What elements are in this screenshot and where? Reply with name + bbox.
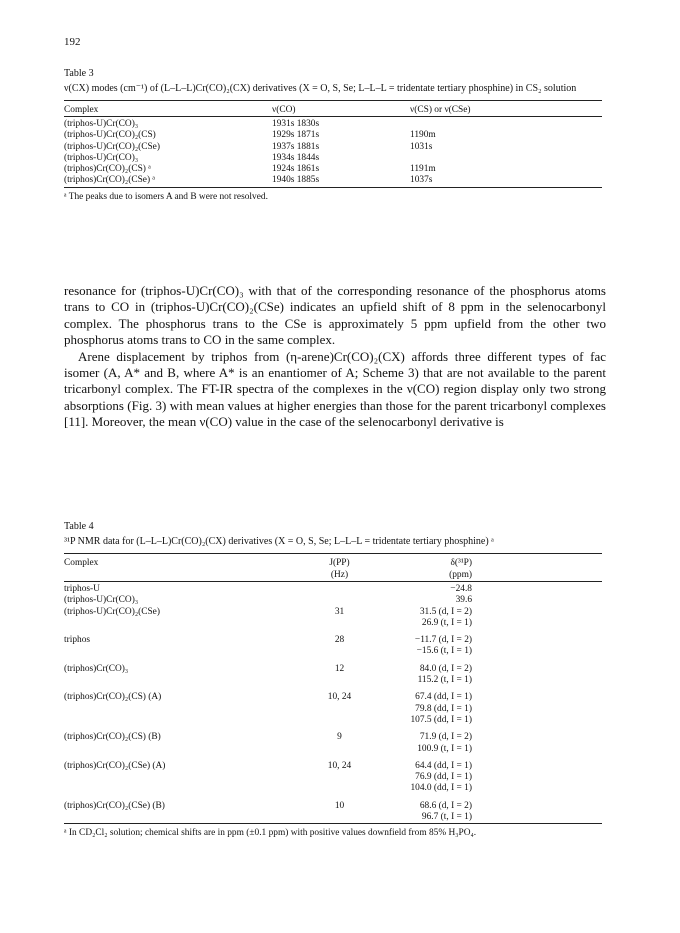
table-cell: 84.0 (d, I = 2): [419, 663, 472, 674]
table-cell: [64, 704, 292, 715]
table-cell: [64, 715, 292, 732]
table-row: [64, 175, 602, 186]
table-cell: [410, 153, 602, 164]
table-row: [64, 664, 602, 675]
table-row: [64, 607, 602, 618]
table-cell: [64, 675, 292, 692]
page-number: 192: [64, 36, 81, 48]
table-4-grid: [64, 553, 602, 823]
table-cell: [64, 744, 292, 761]
table-cell: (triphos)Cr(CO)₂(CS) (B): [64, 732, 161, 743]
table-4-subheader-complex: [64, 569, 292, 582]
table-cell: (triphos)Cr(CO)₂(CS) (A): [64, 692, 162, 703]
table-row: [64, 704, 602, 715]
table-cell: 10: [334, 800, 345, 811]
table-cell: triphos: [64, 635, 91, 646]
table-3: [64, 68, 602, 203]
table-cell: [292, 715, 387, 732]
table-cell: 10, 24: [327, 760, 352, 771]
table-4: [64, 521, 602, 839]
table-cell: 1931s 1830s: [272, 119, 320, 129]
table-cell: −24.8: [450, 584, 472, 594]
table-cell: −15.6 (t, I = 1): [416, 646, 472, 657]
table-row: [64, 153, 602, 164]
table-4-label: Table 4: [64, 521, 94, 532]
table-row: [64, 582, 602, 596]
table-cell: [64, 618, 292, 635]
table-cell: 28: [334, 635, 345, 646]
table-cell: 9: [337, 732, 342, 743]
table-cell: 64.4 (dd, I = 1): [415, 760, 472, 771]
table-row: [64, 164, 602, 175]
table-row: [64, 692, 602, 703]
table-cell: 107.5 (dd, I = 1): [410, 714, 472, 725]
table-cell: (triphos)Cr(CO)₂(CSe) (A): [64, 760, 166, 771]
table-4-subheader-shift: (ppm): [449, 570, 472, 580]
table-cell: [292, 704, 387, 715]
table-cell: [64, 783, 292, 800]
table-row: [64, 732, 602, 743]
table-cell: 1934s 1844s: [272, 152, 320, 163]
table-3-caption: ν(CX) modes (cm⁻¹) of (L–L–L)Cr(CO)₂(CX) derivatives (X = O, S, Se; L–L–L = tridentate tertiary phosphine) in CS₂ solution: [64, 83, 577, 94]
table-cell: 76.9 (dd, I = 1): [415, 772, 472, 783]
table-cell: triphos-U: [64, 584, 100, 594]
table-4-header-complex: Complex: [64, 558, 99, 568]
table-cell: [64, 772, 292, 783]
table-cell: 67.4 (dd, I = 1): [415, 692, 472, 703]
table-4-header-shift: δ(³¹P): [450, 558, 472, 568]
table-cell: 1190m: [410, 130, 436, 141]
table-3-header-complex: Complex: [64, 105, 99, 115]
table-3-header-co: ν(CO): [272, 105, 296, 115]
table-cell: (triphos)Cr(CO)₃: [64, 663, 129, 674]
table-cell: [292, 646, 387, 663]
table-cell: 1929s 1871s: [272, 130, 320, 141]
table-row: [64, 646, 602, 663]
table-3-header-cs: ν(CS) or ν(CSe): [410, 105, 471, 115]
table-cell: (triphos-U)Cr(CO)₂(CSe): [64, 606, 160, 617]
table-cell: 31.5 (d, I = 2): [419, 606, 472, 617]
table-cell: 31: [334, 606, 345, 617]
table-row: [64, 675, 602, 692]
table-cell: 96.7 (t, I = 1): [421, 812, 472, 823]
table-row: [64, 715, 602, 732]
table-row: [64, 130, 602, 141]
table-3-grid: [64, 100, 602, 187]
table-cell: 39.6: [455, 595, 472, 606]
table-row: [64, 635, 602, 646]
table-cell: 79.8 (dd, I = 1): [415, 703, 472, 714]
body-text: [64, 283, 606, 431]
table-row: [64, 618, 602, 635]
table-3-footnote: ᵃ The peaks due to isomers A and B were not resolved.: [64, 191, 268, 202]
table-cell: 1037s: [410, 175, 433, 186]
table-4-footnote: ᵃ In CD₂Cl₂ solution; chemical shifts are in ppm (±0.1 ppm) with positive values downfield from 85% H₃PO₄.: [64, 828, 477, 839]
table-cell: [292, 618, 387, 635]
table-cell: 12: [334, 663, 345, 674]
table-cell: (triphos-U)Cr(CO)₂(CS): [64, 130, 156, 141]
table-cell: (triphos-U)Cr(CO)₃: [64, 595, 139, 606]
table-cell: (triphos-U)Cr(CO)₃: [64, 119, 139, 129]
table-4-header-jpp: J(PP): [329, 558, 350, 568]
table-row: [64, 812, 602, 823]
table-cell: 68.6 (d, I = 2): [419, 800, 472, 811]
table-cell: (triphos)Cr(CO)₂(CSe) (B): [64, 800, 165, 811]
table-cell: [292, 675, 387, 692]
table-cell: [292, 582, 387, 596]
table-cell: [64, 646, 292, 663]
table-cell: 1937s 1881s: [272, 141, 320, 152]
table-cell: 71.9 (d, I = 2): [419, 732, 472, 743]
table-cell: 1031s: [410, 141, 433, 152]
table-cell: 26.9 (t, I = 1): [421, 617, 472, 628]
body-paragraph-1: resonance for (triphos-U)Cr(CO)₃ with that of the corresponding resonance of the phosphorus atoms trans to CO in (triphos-U)Cr(CO)₂(CSe) indicates an upfield shift of 8 ppm in the selenocarbonyl complex. The phosphorus trans to the CSe is approximately 5 ppm upfield from the other two phosphorus atoms trans to CO in the same complex.: [64, 283, 606, 348]
table-4-subheader-jpp: (Hz): [330, 570, 349, 580]
table-cell: [292, 783, 387, 800]
table-4-caption: ³¹P NMR data for (L–L–L)Cr(CO)₂(CX) derivatives (X = O, S, Se; L–L–L = tridentate tertiary phosphine) ᵃ: [64, 536, 494, 547]
table-cell: (triphos-U)Cr(CO)₂(CSe): [64, 141, 160, 152]
table-cell: 100.9 (t, I = 1): [417, 743, 472, 754]
table-cell: [410, 117, 602, 131]
table-cell: 10, 24: [327, 692, 352, 703]
table-cell: 115.2 (t, I = 1): [417, 675, 472, 686]
table-cell: (triphos)Cr(CO)₂(CS) ᵃ: [64, 164, 151, 175]
table-cell: [64, 812, 292, 823]
table-row: [64, 761, 602, 772]
table-row: [64, 783, 602, 800]
table-cell: 1191m: [410, 164, 436, 175]
table-row: [64, 801, 602, 812]
table-row: [64, 744, 602, 761]
table-cell: 1924s 1861s: [272, 164, 320, 175]
table-cell: [292, 595, 387, 606]
table-cell: (triphos-U)Cr(CO)₃: [64, 152, 139, 163]
body-paragraph-2: Arene displacement by triphos from (η-arene)Cr(CO)₂(CX) affords three different types of fac isomer (A, A* and B, where A* is an enantiomer of A; Scheme 3) that are not available to the parent tricarbonyl complex. The FT-IR spectra of the complexes in the ν(CO) region display only two strong absorptions (Fig. 3) with mean values at higher energies than those for the parent tricarbonyl complexes [11]. Moreover, the mean ν(CO) value in the case of the selenocarbonyl derivative is: [64, 348, 606, 430]
table-row: [64, 595, 602, 606]
table-cell: 1940s 1885s: [272, 175, 320, 186]
table-row: [64, 142, 602, 153]
table-cell: 104.0 (dd, I = 1): [410, 783, 472, 794]
table-row: [64, 772, 602, 783]
table-cell: (triphos)Cr(CO)₂(CSe) ᵃ: [64, 175, 155, 186]
table-cell: [292, 772, 387, 783]
table-cell: −11.7 (d, I = 2): [414, 635, 472, 646]
table-3-label: Table 3: [64, 68, 94, 79]
table-cell: [292, 812, 387, 823]
table-row: [64, 117, 602, 131]
table-cell: [292, 744, 387, 761]
